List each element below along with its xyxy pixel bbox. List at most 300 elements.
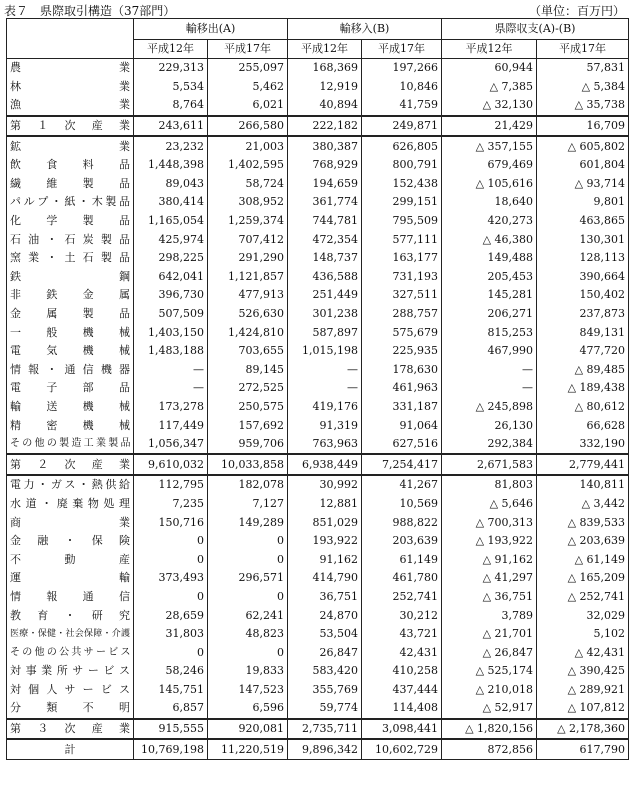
value-cell: 229,313	[134, 59, 208, 78]
value-cell: 30,992	[288, 475, 362, 495]
value-cell: 420,273	[442, 212, 537, 231]
value-cell: △ 1,820,156	[442, 719, 537, 740]
year-header: 平成12年	[288, 40, 362, 59]
value-cell: △ 210,018	[442, 681, 537, 700]
value-cell: 744,781	[288, 212, 362, 231]
value-cell: 157,692	[208, 416, 288, 435]
row-label: 精密機械	[7, 416, 134, 435]
unit-label: （単位：百万円）	[528, 4, 625, 18]
value-cell: 41,267	[362, 475, 442, 495]
value-cell: 915,555	[134, 719, 208, 740]
value-cell: 851,029	[288, 513, 362, 532]
value-cell: 43,721	[362, 625, 442, 644]
value-cell: 10,846	[362, 78, 442, 97]
value-cell: 849,131	[537, 323, 629, 342]
value-cell: —	[288, 379, 362, 398]
row-label: その他の公共サービス	[7, 643, 134, 662]
value-cell: 10,569	[362, 495, 442, 514]
value-cell: 6,857	[134, 699, 208, 719]
value-cell: 414,790	[288, 569, 362, 588]
value-cell: 6,938,449	[288, 454, 362, 475]
value-cell: 0	[134, 588, 208, 607]
value-cell: 1,424,810	[208, 323, 288, 342]
value-cell: 795,509	[362, 212, 442, 231]
corner-header	[7, 19, 134, 59]
value-cell: 26,847	[288, 643, 362, 662]
table-row	[7, 136, 629, 156]
total-row	[7, 739, 629, 759]
value-cell: △ 193,922	[442, 532, 537, 551]
group-header-imports: 輸移入(B)	[288, 19, 442, 40]
value-cell: 361,774	[288, 193, 362, 212]
value-cell: 396,730	[134, 286, 208, 305]
value-cell: △ 357,155	[442, 136, 537, 156]
value-cell: △ 3,442	[537, 495, 629, 514]
value-cell: 7,235	[134, 495, 208, 514]
value-cell: 373,493	[134, 569, 208, 588]
table-row	[7, 286, 629, 305]
value-cell: 587,897	[288, 323, 362, 342]
value-cell: 332,190	[537, 435, 629, 455]
value-cell: 60,944	[442, 59, 537, 78]
value-cell: 920,081	[208, 719, 288, 740]
value-cell: 249,871	[362, 116, 442, 137]
value-cell: 237,873	[537, 305, 629, 324]
value-cell: 24,870	[288, 606, 362, 625]
year-header: 平成12年	[442, 40, 537, 59]
value-cell: △ 21,701	[442, 625, 537, 644]
header-group-row	[7, 19, 629, 40]
value-cell: △ 80,612	[537, 398, 629, 417]
table-row	[7, 175, 629, 194]
row-label: 分類不明	[7, 699, 134, 719]
value-cell: 128,113	[537, 249, 629, 268]
value-cell: 89,043	[134, 175, 208, 194]
value-cell: 91,162	[288, 550, 362, 569]
value-cell: 9,896,342	[288, 739, 362, 759]
value-cell: —	[442, 379, 537, 398]
row-label: 第２次産業	[7, 454, 134, 475]
value-cell: 410,258	[362, 662, 442, 681]
value-cell: 40,894	[288, 96, 362, 116]
row-label: 輸送機械	[7, 398, 134, 417]
value-cell: 145,281	[442, 286, 537, 305]
value-cell: △ 390,425	[537, 662, 629, 681]
value-cell: 149,289	[208, 513, 288, 532]
value-cell: △ 35,738	[537, 96, 629, 116]
value-cell: 193,922	[288, 532, 362, 551]
value-cell: △ 605,802	[537, 136, 629, 156]
value-cell: 390,664	[537, 268, 629, 287]
value-cell: 1,483,188	[134, 342, 208, 361]
value-cell: 59,774	[288, 699, 362, 719]
subtotal-row	[7, 719, 629, 740]
table-row	[7, 398, 629, 417]
value-cell: 58,724	[208, 175, 288, 194]
row-label: 一般機械	[7, 323, 134, 342]
value-cell: —	[134, 379, 208, 398]
table-row	[7, 268, 629, 287]
value-cell: —	[442, 361, 537, 380]
value-cell: 9,801	[537, 193, 629, 212]
table-row	[7, 249, 629, 268]
value-cell: 301,238	[288, 305, 362, 324]
table-row	[7, 323, 629, 342]
value-cell: 57,831	[537, 59, 629, 78]
value-cell: 140,811	[537, 475, 629, 495]
value-cell: 298,225	[134, 249, 208, 268]
value-cell: 1,403,150	[134, 323, 208, 342]
value-cell: 472,354	[288, 230, 362, 249]
table-row	[7, 342, 629, 361]
table-row	[7, 156, 629, 175]
value-cell: 2,735,711	[288, 719, 362, 740]
value-cell: △ 2,178,360	[537, 719, 629, 740]
subtotal-row	[7, 116, 629, 137]
value-cell: 194,659	[288, 175, 362, 194]
value-cell: 988,822	[362, 513, 442, 532]
value-cell: 266,580	[208, 116, 288, 137]
value-cell: 575,679	[362, 323, 442, 342]
row-label: パルプ・紙・木製品	[7, 193, 134, 212]
value-cell: △ 839,533	[537, 513, 629, 532]
value-cell: 526,630	[208, 305, 288, 324]
value-cell: 0	[134, 532, 208, 551]
table-row	[7, 96, 629, 116]
value-cell: △ 245,898	[442, 398, 537, 417]
value-cell: 1,121,857	[208, 268, 288, 287]
table-row	[7, 361, 629, 380]
value-cell: 42,431	[362, 643, 442, 662]
value-cell: △ 105,616	[442, 175, 537, 194]
value-cell: 112,795	[134, 475, 208, 495]
row-label: 漁業	[7, 96, 134, 116]
value-cell: 477,720	[537, 342, 629, 361]
value-cell: 6,021	[208, 96, 288, 116]
value-cell: 461,963	[362, 379, 442, 398]
table-row	[7, 305, 629, 324]
value-cell: 36,751	[288, 588, 362, 607]
value-cell: 679,469	[442, 156, 537, 175]
value-cell: △ 107,812	[537, 699, 629, 719]
value-cell: 148,737	[288, 249, 362, 268]
value-cell: △ 165,209	[537, 569, 629, 588]
value-cell: 147,523	[208, 681, 288, 700]
value-cell: 91,064	[362, 416, 442, 435]
value-cell: 7,254,417	[362, 454, 442, 475]
row-label: 計	[7, 739, 134, 759]
value-cell: △ 91,162	[442, 550, 537, 569]
value-cell: 10,769,198	[134, 739, 208, 759]
row-label: 不動産	[7, 550, 134, 569]
value-cell: 81,803	[442, 475, 537, 495]
row-label: 医療・保健・社会保障・介護	[7, 625, 134, 644]
value-cell: 28,659	[134, 606, 208, 625]
value-cell: 145,751	[134, 681, 208, 700]
value-cell: 815,253	[442, 323, 537, 342]
row-label: 対事業所サービス	[7, 662, 134, 681]
value-cell: 250,575	[208, 398, 288, 417]
table-row	[7, 699, 629, 719]
trade-structure-table	[6, 18, 629, 760]
value-cell: 1,165,054	[134, 212, 208, 231]
value-cell: 617,790	[537, 739, 629, 759]
value-cell: △ 93,714	[537, 175, 629, 194]
row-label: 石油・石炭製品	[7, 230, 134, 249]
value-cell: △ 46,380	[442, 230, 537, 249]
table-row	[7, 59, 629, 78]
value-cell: 150,716	[134, 513, 208, 532]
value-cell: 182,078	[208, 475, 288, 495]
table-body	[7, 59, 629, 760]
value-cell: 0	[208, 643, 288, 662]
value-cell: 203,639	[362, 532, 442, 551]
value-cell: △ 203,639	[537, 532, 629, 551]
row-label: 金融・保険	[7, 532, 134, 551]
value-cell: 296,571	[208, 569, 288, 588]
row-label: 対個人サービス	[7, 681, 134, 700]
value-cell: △ 61,149	[537, 550, 629, 569]
row-label: 繊維製品	[7, 175, 134, 194]
value-cell: 477,913	[208, 286, 288, 305]
page-header	[0, 0, 631, 18]
value-cell: 251,449	[288, 286, 362, 305]
table-row	[7, 212, 629, 231]
value-cell: 437,444	[362, 681, 442, 700]
table-row	[7, 475, 629, 495]
value-cell: 89,145	[208, 361, 288, 380]
value-cell: 577,111	[362, 230, 442, 249]
value-cell: 58,246	[134, 662, 208, 681]
year-header: 平成12年	[134, 40, 208, 59]
table-row	[7, 550, 629, 569]
value-cell: 425,974	[134, 230, 208, 249]
value-cell: 292,384	[442, 435, 537, 455]
year-header: 平成17年	[537, 40, 629, 59]
value-cell: 1,015,198	[288, 342, 362, 361]
value-cell: —	[134, 361, 208, 380]
value-cell: 507,509	[134, 305, 208, 324]
value-cell: 243,611	[134, 116, 208, 137]
table-row	[7, 230, 629, 249]
value-cell: 32,029	[537, 606, 629, 625]
group-header-exports: 輸移出(A)	[134, 19, 288, 40]
value-cell: 62,241	[208, 606, 288, 625]
table-row	[7, 643, 629, 662]
value-cell: 225,935	[362, 342, 442, 361]
year-header: 平成17年	[362, 40, 442, 59]
table-row	[7, 379, 629, 398]
row-label: 情報・通信機器	[7, 361, 134, 380]
value-cell: 2,779,441	[537, 454, 629, 475]
value-cell: 10,033,858	[208, 454, 288, 475]
value-cell: 11,220,519	[208, 739, 288, 759]
value-cell: 130,301	[537, 230, 629, 249]
value-cell: 0	[208, 532, 288, 551]
value-cell: 1,259,374	[208, 212, 288, 231]
value-cell: 872,856	[442, 739, 537, 759]
value-cell: 1,056,347	[134, 435, 208, 455]
value-cell: 149,488	[442, 249, 537, 268]
value-cell: 436,588	[288, 268, 362, 287]
row-label: 鉱業	[7, 136, 134, 156]
value-cell: 178,630	[362, 361, 442, 380]
value-cell: 61,149	[362, 550, 442, 569]
row-label: 非鉄金属	[7, 286, 134, 305]
value-cell: 2,671,583	[442, 454, 537, 475]
row-label: 化学製品	[7, 212, 134, 231]
value-cell: 91,319	[288, 416, 362, 435]
value-cell: 12,881	[288, 495, 362, 514]
value-cell: 117,449	[134, 416, 208, 435]
value-cell: △ 52,917	[442, 699, 537, 719]
value-cell: 327,511	[362, 286, 442, 305]
value-cell: 355,769	[288, 681, 362, 700]
table-row	[7, 532, 629, 551]
value-cell: 768,929	[288, 156, 362, 175]
value-cell: 252,741	[362, 588, 442, 607]
value-cell: 31,803	[134, 625, 208, 644]
row-label: 林業	[7, 78, 134, 97]
table-row	[7, 495, 629, 514]
value-cell: 30,212	[362, 606, 442, 625]
value-cell: 26,130	[442, 416, 537, 435]
value-cell: 583,420	[288, 662, 362, 681]
value-cell: 703,655	[208, 342, 288, 361]
table-row	[7, 435, 629, 455]
row-label: 教育・研究	[7, 606, 134, 625]
value-cell: △ 42,431	[537, 643, 629, 662]
value-cell: 150,402	[537, 286, 629, 305]
value-cell: 0	[208, 588, 288, 607]
row-label: 商業	[7, 513, 134, 532]
value-cell: 3,789	[442, 606, 537, 625]
value-cell: 206,271	[442, 305, 537, 324]
value-cell: 642,041	[134, 268, 208, 287]
table-row	[7, 681, 629, 700]
value-cell: 291,290	[208, 249, 288, 268]
value-cell: 800,791	[362, 156, 442, 175]
value-cell: 463,865	[537, 212, 629, 231]
value-cell: △ 5,384	[537, 78, 629, 97]
table-title: 表７ 県際取引構造（37部門）	[4, 4, 176, 18]
value-cell: 299,151	[362, 193, 442, 212]
value-cell: △ 7,385	[442, 78, 537, 97]
group-header-balance: 県際収支(A)-(B)	[442, 19, 629, 40]
value-cell: 959,706	[208, 435, 288, 455]
row-label: 電力・ガス・熱供給	[7, 475, 134, 495]
value-cell: 272,525	[208, 379, 288, 398]
value-cell: 0	[134, 550, 208, 569]
subtotal-row	[7, 454, 629, 475]
value-cell: 419,176	[288, 398, 362, 417]
table-row	[7, 588, 629, 607]
value-cell: 763,963	[288, 435, 362, 455]
table-row	[7, 569, 629, 588]
value-cell: 331,187	[362, 398, 442, 417]
table-row	[7, 193, 629, 212]
table-row	[7, 78, 629, 97]
value-cell: 380,387	[288, 136, 362, 156]
value-cell: 731,193	[362, 268, 442, 287]
table-row	[7, 606, 629, 625]
value-cell: —	[288, 361, 362, 380]
row-label: 水道・廃棄物処理	[7, 495, 134, 514]
value-cell: 7,127	[208, 495, 288, 514]
value-cell: 6,596	[208, 699, 288, 719]
value-cell: 9,610,032	[134, 454, 208, 475]
value-cell: 255,097	[208, 59, 288, 78]
value-cell: 16,709	[537, 116, 629, 137]
value-cell: 288,757	[362, 305, 442, 324]
value-cell: 626,805	[362, 136, 442, 156]
value-cell: 707,412	[208, 230, 288, 249]
value-cell: 12,919	[288, 78, 362, 97]
row-label: 運輸	[7, 569, 134, 588]
value-cell: △ 525,174	[442, 662, 537, 681]
value-cell: 205,453	[442, 268, 537, 287]
value-cell: 601,804	[537, 156, 629, 175]
row-label: 情報通信	[7, 588, 134, 607]
value-cell: 467,990	[442, 342, 537, 361]
value-cell: 21,429	[442, 116, 537, 137]
value-cell: 18,640	[442, 193, 537, 212]
value-cell: 23,232	[134, 136, 208, 156]
value-cell: 66,628	[537, 416, 629, 435]
value-cell: △ 41,297	[442, 569, 537, 588]
year-header: 平成17年	[208, 40, 288, 59]
row-label: 第１次産業	[7, 116, 134, 137]
table-row	[7, 416, 629, 435]
value-cell: △ 5,646	[442, 495, 537, 514]
row-label: 第３次産業	[7, 719, 134, 740]
value-cell: 53,504	[288, 625, 362, 644]
value-cell: 1,448,398	[134, 156, 208, 175]
table-row	[7, 662, 629, 681]
value-cell: 5,462	[208, 78, 288, 97]
value-cell: 48,823	[208, 625, 288, 644]
value-cell: 1,402,595	[208, 156, 288, 175]
value-cell: 222,182	[288, 116, 362, 137]
value-cell: △ 700,313	[442, 513, 537, 532]
value-cell: 8,764	[134, 96, 208, 116]
value-cell: △ 26,847	[442, 643, 537, 662]
value-cell: 114,408	[362, 699, 442, 719]
table-row	[7, 513, 629, 532]
value-cell: 0	[134, 643, 208, 662]
row-label: 電気機械	[7, 342, 134, 361]
value-cell: 461,780	[362, 569, 442, 588]
value-cell: 19,833	[208, 662, 288, 681]
value-cell: △ 189,438	[537, 379, 629, 398]
value-cell: 168,369	[288, 59, 362, 78]
value-cell: 308,952	[208, 193, 288, 212]
value-cell: 163,177	[362, 249, 442, 268]
value-cell: 380,414	[134, 193, 208, 212]
row-label: 飲食料品	[7, 156, 134, 175]
value-cell: 0	[208, 550, 288, 569]
value-cell: 173,278	[134, 398, 208, 417]
value-cell: △ 32,130	[442, 96, 537, 116]
value-cell: △ 252,741	[537, 588, 629, 607]
row-label: 金属製品	[7, 305, 134, 324]
value-cell: 5,534	[134, 78, 208, 97]
row-label: 農業	[7, 59, 134, 78]
value-cell: 5,102	[537, 625, 629, 644]
value-cell: 3,098,441	[362, 719, 442, 740]
row-label: その他の製造工業製品	[7, 435, 134, 455]
value-cell: △ 36,751	[442, 588, 537, 607]
